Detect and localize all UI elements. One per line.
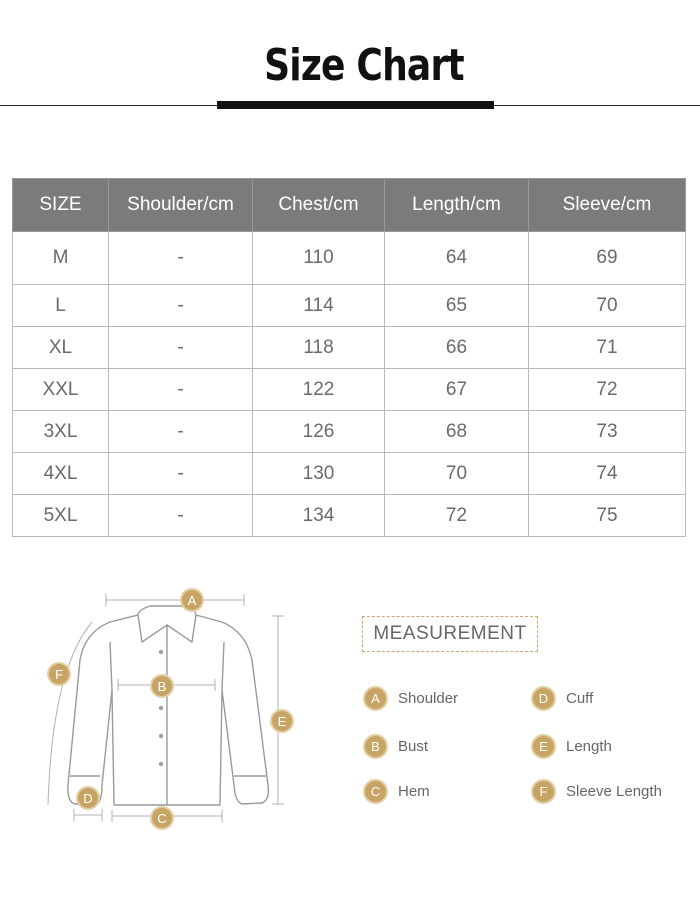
cell-length: 65 <box>385 285 529 327</box>
cell-length: 67 <box>385 369 529 411</box>
svg-text:D: D <box>83 791 93 806</box>
badge-a-icon: A <box>363 686 388 711</box>
shirt-outline-icon <box>68 606 269 805</box>
title-underline-bar <box>217 101 494 109</box>
legend-item-cuff <box>531 686 593 711</box>
svg-text:F: F <box>55 667 63 682</box>
table-header-row <box>13 179 686 232</box>
svg-text:B: B <box>157 679 167 694</box>
table-row <box>13 327 686 369</box>
svg-text:E: E <box>277 714 287 729</box>
col-header-sleeve: Sleeve/cm <box>529 179 686 232</box>
cell-size: L <box>13 285 109 327</box>
legend-item-shoulder <box>363 686 458 711</box>
cell-chest: 118 <box>253 327 385 369</box>
badge-e-icon: E <box>531 734 556 759</box>
cell-sleeve: 69 <box>529 232 686 285</box>
cell-size: XXL <box>13 369 109 411</box>
badge-a-icon <box>181 589 203 611</box>
cell-shoulder: - <box>109 285 253 327</box>
cell-size: 4XL <box>13 453 109 495</box>
cell-length: 70 <box>385 453 529 495</box>
cell-shoulder: - <box>109 411 253 453</box>
col-header-size: SIZE <box>13 179 109 232</box>
table-row <box>13 232 686 285</box>
cell-size: M <box>13 232 109 285</box>
legend-item-length <box>531 734 612 759</box>
table-row <box>13 411 686 453</box>
badge-e-icon <box>271 710 293 732</box>
cell-chest: 114 <box>253 285 385 327</box>
legend-item-bust <box>363 734 428 759</box>
legend-label: Cuff <box>566 690 594 707</box>
badge-b-icon: B <box>363 734 388 759</box>
badge-c-icon <box>151 807 173 829</box>
cell-sleeve: 70 <box>529 285 686 327</box>
cell-length: 66 <box>385 327 529 369</box>
cell-length: 72 <box>385 495 529 537</box>
svg-text:C: C <box>157 811 167 826</box>
legend-label: Hem <box>398 783 430 800</box>
badge-d-icon <box>77 787 99 809</box>
table-row <box>13 495 686 537</box>
measurement-heading: MEASUREMENT <box>362 616 538 652</box>
svg-text:A: A <box>187 593 197 608</box>
table-row <box>13 453 686 495</box>
title-section <box>0 0 700 120</box>
cell-size: 3XL <box>13 411 109 453</box>
shirt-diagram <box>30 580 330 840</box>
cell-size: 5XL <box>13 495 109 537</box>
table-row <box>13 369 686 411</box>
col-header-length: Length/cm <box>385 179 529 232</box>
legend-item-sleeve-length <box>531 779 662 804</box>
size-table <box>12 178 686 537</box>
cell-chest: 134 <box>253 495 385 537</box>
cell-shoulder: - <box>109 369 253 411</box>
cell-sleeve: 71 <box>529 327 686 369</box>
col-header-chest: Chest/cm <box>253 179 385 232</box>
legend-label: Bust <box>398 738 429 755</box>
cell-shoulder: - <box>109 327 253 369</box>
badge-f-icon: F <box>531 779 556 804</box>
cell-size: XL <box>13 327 109 369</box>
shirt-buttons <box>159 650 163 766</box>
cell-sleeve: 74 <box>529 453 686 495</box>
cell-shoulder: - <box>109 453 253 495</box>
badge-b-icon <box>151 675 173 697</box>
page-title: Size Chart <box>264 40 464 91</box>
cell-shoulder: - <box>109 232 253 285</box>
legend-label: Shoulder <box>398 690 459 707</box>
cell-sleeve: 73 <box>529 411 686 453</box>
cell-shoulder: - <box>109 495 253 537</box>
cell-sleeve: 75 <box>529 495 686 537</box>
table-row <box>13 285 686 327</box>
cell-sleeve: 72 <box>529 369 686 411</box>
cell-chest: 110 <box>253 232 385 285</box>
badge-d-icon: D <box>531 686 556 711</box>
cell-length: 68 <box>385 411 529 453</box>
badge-f-icon <box>48 663 70 685</box>
legend-item-hem <box>363 779 430 804</box>
legend-label: Sleeve Length <box>566 783 662 800</box>
legend-label: Length <box>566 738 612 755</box>
col-header-shoulder: Shoulder/cm <box>109 179 253 232</box>
cell-length: 64 <box>385 232 529 285</box>
cell-chest: 122 <box>253 369 385 411</box>
cell-chest: 130 <box>253 453 385 495</box>
badge-c-icon: C <box>363 779 388 804</box>
cell-chest: 126 <box>253 411 385 453</box>
